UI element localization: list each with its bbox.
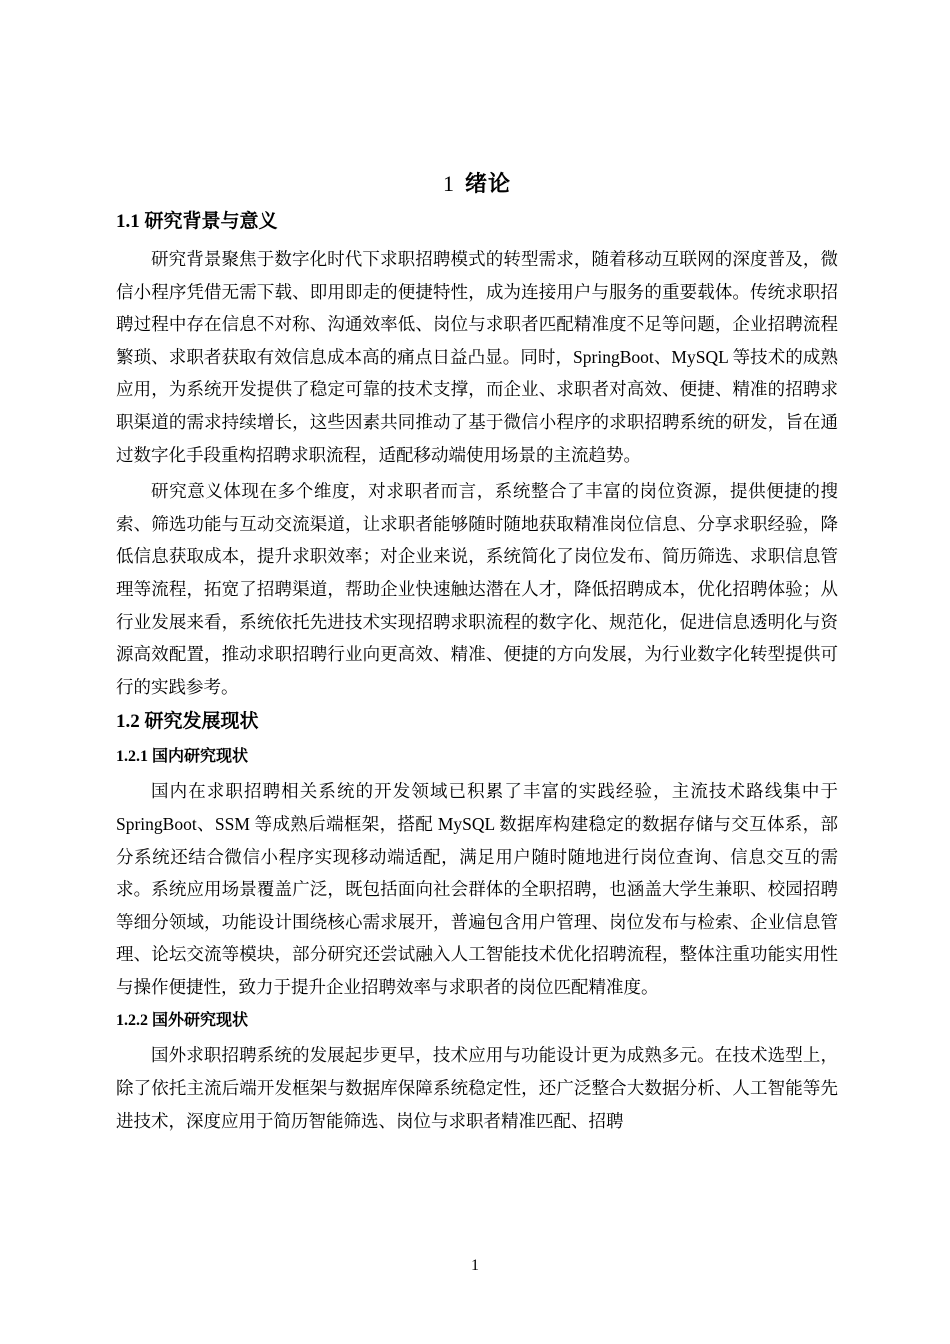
subsection-heading-1-2-2: 1.2.2 国外研究现状	[116, 1012, 249, 1030]
paragraph-domestic-status: 国内在求职招聘相关系统的开发领域已积累了丰富的实践经验，主流技术路线集中于 SpringBoot、SSM 等成熟后端框架，搭配 MySQL 数据库构建稳定的数据存储与交互体系，部分系统还结合微信小程序实现移动端适配，满足用户随时随地进行岗位查询、信息交互的需求。系统应用场景覆盖广泛，既包括面向社会群体的全职招聘，也涵盖大学生兼职、校园招聘等细分领域，功能设计围绕核心需求展开，普遍包含用户管理、岗位发布与检索、企业信息管理、论坛交流等模块，部分研究还尝试融入人工智能技术优化招聘流程，整体注重功能实用性与操作便捷性，致力于提升企业招聘效率与求职者的岗位匹配精准度。	[116, 781, 838, 997]
page-number: 1	[471, 1257, 479, 1274]
chapter-number: 1	[442, 171, 455, 196]
paragraph-research-significance: 研究意义体现在多个维度，对求职者而言，系统整合了丰富的岗位资源，提供便捷的搜索、筛选功能与互动交流渠道，让求职者能够随时随地获取精准岗位信息、分享求职经验，降低信息获取成本，提升求职效率；对企业来说，系统简化了岗位发布、简历筛选、求职信息管理等流程，拓宽了招聘渠道，帮助企业快速触达潜在人才，降低招聘成本，优化招聘体验；从行业发展来看，系统依托先进技术实现招聘求职流程的数字化、规范化，促进信息透明化与资源高效配置，推动求职招聘行业向更高效、精准、便捷的方向发展，为行业数字化转型提供可行的实践参考。	[116, 481, 838, 697]
subsection-heading-1-2-1: 1.2.1 国内研究现状	[116, 748, 249, 766]
page-content	[116, 168, 838, 1141]
chapter-title-text: 绪论	[464, 171, 511, 197]
paragraph-research-background: 研究背景聚焦于数字化时代下求职招聘模式的转型需求，随着移动互联网的深度普及，微信小程序凭借无需下载、即用即走的便捷特性，成为连接用户与服务的重要载体。传统求职招聘过程中存在信息不对称、沟通效率低、岗位与求职者匹配精准度不足等问题，企业招聘流程繁琐、求职者获取有效信息成本高的痛点日益凸显。同时，SpringBoot、MySQL 等技术的成熟应用，为系统开发提供了稳定可靠的技术支撑，而企业、求职者对高效、便捷、精准的招聘求职渠道的需求持续增长，这些因素共同推动了基于微信小程序的求职招聘系统的研发，旨在通过数字化手段重构招聘求职流程，适配移动端使用场景的主流趋势。	[116, 249, 838, 465]
chapter-title	[116, 168, 838, 201]
paragraph-foreign-status: 国外求职招聘系统的发展起步更早，技术应用与功能设计更为成熟多元。在技术选型上，除了依托主流后端开发框架与数据库保障系统稳定性，还广泛整合大数据分析、人工智能等先进技术，深度应用于简历智能筛选、岗位与求职者精准匹配、招聘	[116, 1045, 838, 1131]
section-heading-1-1: 1.1 研究背景与意义	[116, 211, 278, 232]
section-heading-1-2: 1.2 研究发展现状	[116, 711, 259, 733]
